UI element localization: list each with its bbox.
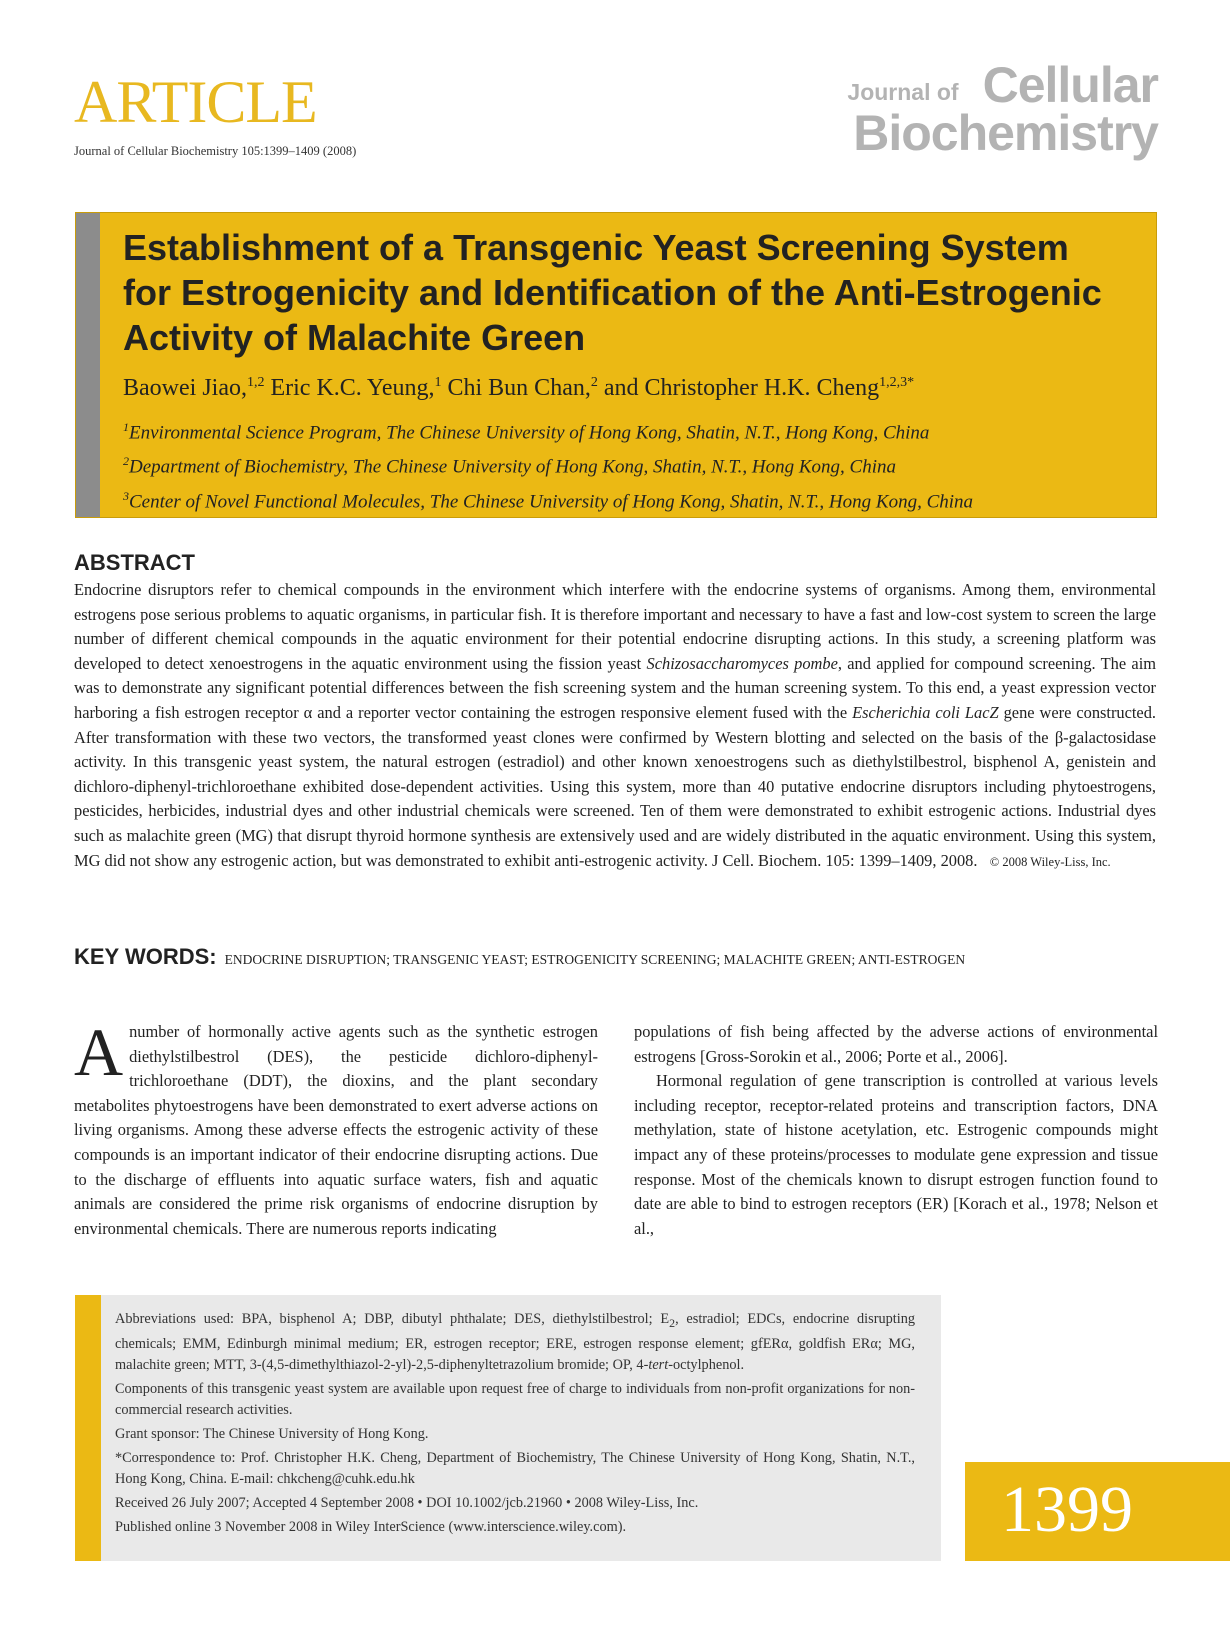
- page-number: 1399: [1001, 1473, 1133, 1546]
- affiliation-sup: 3: [123, 488, 129, 503]
- abstract-part: , and applied for compound screening. The aim was to demonstrate any significant potential differences between the fish screening system and the human screening system. To this end, a yeast expression vector harboring a fish estrogen receptor α and a reporter vector containing the estrogen responsive element fused with the: [74, 653, 1156, 722]
- affiliation-text: Center of Novel Functional Molecules, The Chinese University of Hong Kong, Shatin, N.T., Hong Kong, China: [129, 490, 974, 512]
- abbrev-part: -octylphenol.: [668, 1356, 745, 1373]
- abstract-text: [74, 578, 1156, 874]
- gene-name: Escherichia coli LacZ: [852, 702, 999, 722]
- published-info: Published online 3 November 2008 in Wiley InterScience (www.interscience.wiley.com).: [115, 1518, 627, 1535]
- journal-citation: Journal of Cellular Biochemistry 105:1399–1409 (2008): [74, 144, 357, 158]
- author-name: and Christopher H.K. Cheng: [603, 375, 880, 401]
- abstract-heading: ABSTRACT: [74, 550, 195, 575]
- affiliation: [123, 447, 973, 481]
- received-info: Received 26 July 2007; Accepted 4 September 2008 • DOI 10.1002/jcb.21960 • 2008 Wiley-Liss, Inc.: [115, 1494, 699, 1511]
- author-name: Chi Bun Chan,: [447, 375, 591, 401]
- affiliation: [123, 482, 973, 516]
- author-affil-sup: 1,2,3*: [879, 375, 915, 390]
- journal-word-cellular: Cellular: [982, 57, 1158, 113]
- affiliation: [123, 413, 973, 447]
- correspondence: *Correspondence to: Prof. Christopher H.K. Cheng, Department of Biochemistry, The Chinese University of Hong Kong, Shatin, N.T., Hong Kong, China. E-mail: chkcheng@cuhk.edu.hk: [115, 1449, 915, 1487]
- footnote-accent-bar: [75, 1295, 101, 1561]
- title-accent-bar: [76, 213, 100, 517]
- affiliation-text: Environmental Science Program, The Chinese University of Hong Kong, Shatin, N.T., Hong Kong, China: [129, 422, 930, 444]
- body-column-right: [634, 1020, 1158, 1241]
- page-number-box: [965, 1462, 1230, 1561]
- author-list: [123, 375, 914, 402]
- abbrev-part: Abbreviations used: BPA, bisphenol A; DBP, dibutyl phthalate; DES, diethylstilbestrol; E: [115, 1311, 670, 1327]
- abbrev-sub: 2: [669, 1315, 676, 1330]
- components-note: Components of this transgenic yeast system are available upon request free of charge to individuals from non-profit organizations for non-commercial research activities.: [115, 1380, 915, 1418]
- body-paragraph: Hormonal regulation of gene transcription is controlled at various levels including receptor, receptor-related proteins and transcription factors, DNA methylation, state of histone acetylation, etc. Estrogenic compounds might impact any of these proteins/processes to modulate gene expression and tissue response. Most of the chemicals known to disrupt estrogen function found to date are able to bind to estrogen receptors (ER) [Korach et al., 1978; Nelson et al.,: [634, 1071, 1158, 1238]
- article-label: ARTICLE: [74, 69, 317, 135]
- author-affil-sup: 1: [434, 375, 442, 390]
- title-block: [75, 212, 1157, 518]
- body-paragraph: populations of fish being affected by the adverse actions of environmental estrogens [Gross-Sorokin et al., 2006; Porte et al., 2006].: [634, 1022, 1158, 1066]
- keywords: [74, 944, 965, 970]
- journal-of-text: Journal of: [847, 78, 959, 105]
- affiliation-list: [123, 413, 973, 516]
- grant-sponsor: Grant sponsor: The Chinese University of Hong Kong.: [115, 1425, 429, 1442]
- author-name: Eric K.C. Yeung,: [270, 375, 435, 401]
- abbreviations: [115, 1309, 915, 1376]
- footnote-box: [75, 1295, 941, 1561]
- article-title: Establishment of a Transgenic Yeast Screening System for Estrogenicity and Identification of the Anti-Estrogenic Activity of Malachite Green: [123, 227, 1102, 358]
- author-affil-sup: 1,2: [246, 375, 265, 390]
- abstract-part: gene were constructed. After transformation with these two vectors, the transformed yeast clones were confirmed by Western blotting and selected on the basis of the β-galactosidase activity. In this transgenic yeast system, the natural estrogen (estradiol) and other known xenoestrogens such as diethylstilbestrol, bisphenol A, genistein and dichloro-diphenyl-trichloroethane exhibited dose-dependent activities. Using this system, more than 40 putative endocrine disruptors including phytoestrogens, pesticides, herbicides, industrial dyes and other industrial chemicals were screened. Ten of them were demonstrated to exhibit estrogenic actions. Industrial dyes such as malachite green (MG) that disrupt thyroid hormone synthesis are extensively used and are widely distributed in the aquatic environment. Using this system, MG did not show any estrogenic action, but was demonstrated to exhibit anti-estrogenic activity. J Cell. Biochem. 105: 1399–1409, 2008.: [74, 702, 1157, 870]
- abbrev-italic: tert: [648, 1356, 669, 1373]
- keywords-list: ENDOCRINE DISRUPTION; TRANSGENIC YEAST; ESTROGENICITY SCREENING; MALACHITE GREEN; ANTI-ESTROGEN: [224, 952, 966, 967]
- abstract-part: Endocrine disruptors refer to chemical compounds in the environment which interfere with the endocrine systems of organisms. Among them, environmental estrogens pose serious problems to aquatic organisms, in particular fish. It is therefore important and necessary to have a fast and low-cost system to screen the large number of different chemical compounds in the aquatic environment for their potential endocrine disrupting actions. In this study, a screening platform was developed to detect xenoestrogens in the aquatic environment using the fission yeast: [74, 580, 1156, 673]
- keywords-heading: KEY WORDS:: [74, 944, 217, 969]
- author-affil-sup: 2: [590, 375, 598, 390]
- footnote-text: [115, 1309, 915, 1541]
- abbrev-part: , estradiol; EDCs, endocrine disrupting chemicals; EMM, Edinburgh minimal medium; ER, estrogen receptor; ERE, estrogen response element; gfERα, goldfish ERα; MG, malachite green; MTT, 3-(4,5-dimethylthiazol-2-yl)-2,5-diphenyltetrazolium bromide; OP, 4-: [115, 1311, 915, 1373]
- affiliation-sup: 1: [123, 420, 129, 434]
- body-column-left: [74, 1014, 598, 1241]
- drop-cap: A: [74, 1014, 124, 1090]
- journal-logo: [847, 57, 1158, 161]
- copyright: © 2008 Wiley-Liss, Inc.: [989, 854, 1111, 869]
- affiliation-text: Department of Biochemistry, The Chinese University of Hong Kong, Shatin, N.T., Hong Kong, China: [129, 456, 897, 478]
- author-name: Baowei Jiao,: [123, 375, 247, 401]
- affiliation-sup: 2: [123, 454, 129, 469]
- body-paragraph: number of hormonally active agents such as the synthetic estrogen diethylstilbestrol (DES), the pesticide dichloro-diphenyl-trichloroethane (DDT), the dioxins, and the plant secondary metabolites phytoestrogens have been demonstrated to exert adverse actions on living organisms. Among these adverse effects the estrogenic activity of these compounds is an important indicator of their endocrine disrupting actions. Due to the discharge of effluents into aquatic surface waters, fish and aquatic animals are considered the prime risk organisms of endocrine disruption by environmental chemicals. There are numerous reports indicating: [74, 1022, 598, 1238]
- journal-word-biochemistry: Biochemistry: [853, 104, 1158, 161]
- species-name: Schizosaccharomyces pombe: [646, 653, 838, 673]
